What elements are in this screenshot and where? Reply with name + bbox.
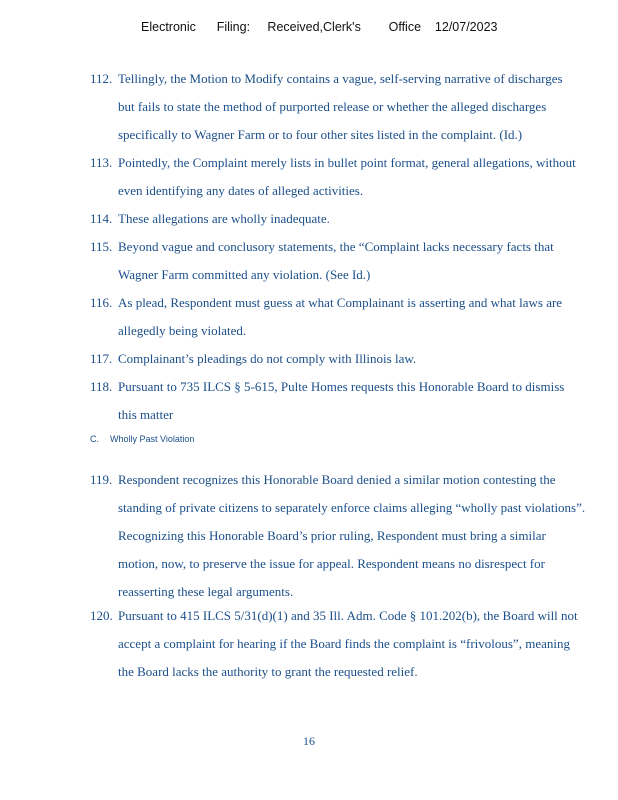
paragraph-number: 117. [90,351,113,366]
paragraph-number: 112. [90,71,113,86]
paragraph-line: These allegations are wholly inadequate. [118,211,330,226]
paragraph-line: specifically to Wagner Farm or to four other sites listed in the complaint. (Id.) [118,127,523,142]
paragraph-line: the Board lacks the authority to grant the requested relief. [118,664,418,679]
paragraph-line: reasserting these legal arguments. [118,584,294,599]
paragraph-number: 114. [90,211,113,226]
paragraph-line: motion, now, to preserve the issue for appeal. Respondent means no disrespect for [118,556,545,571]
paragraph-number: 115. [90,239,113,254]
paragraph-number: 118. [90,379,113,394]
paragraph-line: Pursuant to 415 ILCS 5/31(d)(1) and 35 Ill. Adm. Code § 101.202(b), the Board will not [118,608,578,623]
paragraph-line: Recognizing this Honorable Board’s prior ruling, Respondent must bring a similar [118,528,546,543]
paragraph-line: allegedly being violated. [118,323,247,338]
page-number: 16 [303,734,315,748]
paragraph-line: Complainant’s pleadings do not comply with Illinois law. [118,351,417,366]
section-letter: C. [90,434,99,444]
paragraph-number: 119. [90,472,113,487]
paragraph-line: Pointedly, the Complaint merely lists in bullet point format, general allegations, without [118,155,576,170]
paragraph-line: As plead, Respondent must guess at what Complainant is asserting and what laws are [118,295,563,310]
paragraph-line: even identifying any dates of alleged activities. [118,183,364,198]
filing-stamp-header: Electronic Filing: Received,Clerk's Office 12/07/2023 [141,20,498,34]
paragraph-number: 116. [90,295,113,310]
paragraph-number: 120. [90,608,113,623]
paragraph-line: Tellingly, the Motion to Modify contains a vague, self-serving narrative of discharges [118,71,563,86]
paragraph-number: 113. [90,155,113,170]
section-heading [90,434,194,444]
paragraph-line: this matter [118,407,174,422]
paragraph-line: standing of private citizens to separately enforce claims alleging “wholly past violations”. [118,500,586,515]
section-title: Wholly Past Violation [110,434,195,444]
paragraph-line: accept a complaint for hearing if the Board finds the complaint is “frivolous”, meaning [118,636,570,651]
paragraph-line: Pursuant to 735 ILCS § 5-615, Pulte Homes requests this Honorable Board to dismiss [118,379,565,394]
paragraph-line: Wagner Farm committed any violation. (See Id.) [118,267,371,282]
paragraph-line: Beyond vague and conclusory statements, the “Complaint lacks necessary facts that [118,239,554,254]
paragraph-line: but fails to state the method of purported release or whether the alleged discharges [118,99,547,114]
paragraph-line: Respondent recognizes this Honorable Board denied a similar motion contesting the [118,472,556,487]
